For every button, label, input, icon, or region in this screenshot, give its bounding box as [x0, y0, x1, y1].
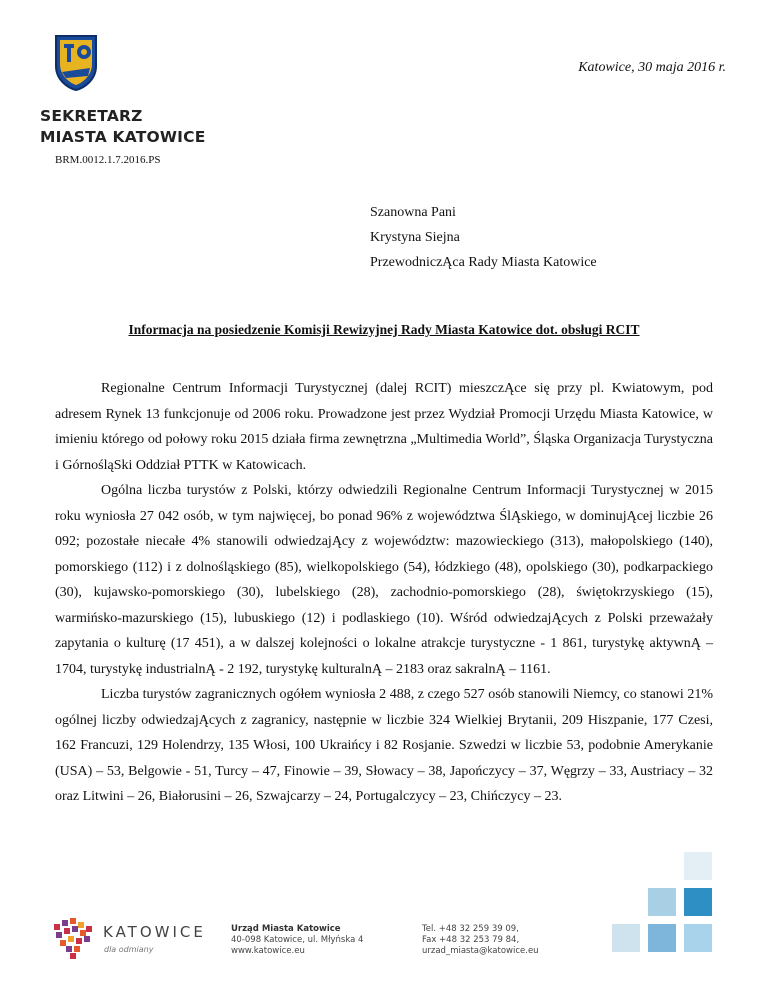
body-paragraph-3: Liczba turystów zagranicznych ogółem wyniosła 2 488, z czego 527 osób stanowili Niemcy, co stanowi 21% ogólnej liczby odwiedzajĄcych z zagranicy, następnie w liczbie 324 Wielkiej Brytanii, 209 Hiszpanie, 177 Czesi, 162 Francuzi, 129 Holendrzy, 135 Włosi, 100 Ukraińcy i 82 Rosjanie. Szwedzi w liczbie 53, podobnie Amerykanie (USA) – 53, Belgowie - 51, Turcy – 47, Finowie – 39, Słowacy – 38, Japończycy – 37, Węgrzy – 33, Austriacy – 32 oraz Litwini – 26, Białorusini – 26, Szwajcarzy – 24, Portugalczycy – 23, Chińczycy – 23.: [55, 687, 713, 804]
footer-contact-info: [422, 924, 539, 957]
footer-office-name: Urząd Miasta Katowice: [231, 924, 341, 934]
addressee-title: PrzewodniczĄca Rady Miasta Katowice: [370, 255, 597, 270]
addressee-salutation: Szanowna Pani: [370, 205, 456, 220]
department-line-2: MIASTA KATOWICE: [40, 128, 206, 146]
footer-office-address: 40-098 Katowice, ul. Młyńska 4: [231, 935, 364, 945]
footer-brand: KATOWICE: [103, 923, 206, 941]
letter-subject: Informacja na posiedzenie Komisji Rewizyjnej Rady Miasta Katowice dot. obsługi RCIT: [128, 322, 640, 337]
katowice-logo-icon: [52, 916, 96, 960]
footer-office-web[interactable]: www.katowice.eu: [231, 946, 305, 956]
addressee-name: Krystyna Siejna: [370, 230, 460, 245]
footer-tagline: dla odmiany: [104, 945, 154, 954]
body-paragraph-1: Regionalne Centrum Informacji Turystycznej (dalej RCIT) mieszczĄce się przy pl. Kwiatowym, pod adresem Rynek 13 funkcjonuje od 2006 roku. Prowadzone jest przez Wydział Promocji Urzędu Miasta Katowice, w imieniu którego od połowy roku 2015 działa firma zewnętrzna „Multimedia World”, Śląska Organizacja Turystyczna i GórnośląSki Oddział PTTK w Katowicach.: [55, 381, 713, 473]
reference-number: BRM.0012.1.7.2016.PS: [55, 154, 161, 166]
addressee-block: [370, 200, 597, 275]
footer-fax: Fax +48 32 253 79 84,: [422, 935, 520, 945]
footer-email[interactable]: urzad_miasta@katowice.eu: [422, 946, 539, 956]
decorative-squares-graphic: [586, 850, 726, 960]
letter-date: Katowice, 30 maja 2016 r.: [578, 60, 726, 75]
footer-office-info: [231, 924, 363, 957]
body-paragraph-2: Ogólna liczba turystów z Polski, którzy odwiedzili Regionalne Centrum Informacji Turystycznej w 2015 roku wyniosła 27 042 osób, w tym najwięcej, bo ponad 96% z województwa ŚlĄskiego, w dominujĄcej liczbie 26 092; pozostałe niecałe 4% stanowili odwiedzajĄcy z województw: mazowieckiego (313), małopolskiego (140), pomorskiego (112) i z dolnośląskiego (85), wielkopolskiego (54), łódzkiego (48), opolskiego (30), podkarpackiego (30), kujawsko-pomorskiego (30), lubelskiego (28), zachodnio-pomorskiego (28), świętokrzyskiego (15), warmińsko-mazurskiego (15), lubuskiego (12) i podlaskiego (10). Wśród odwiedzajĄcych z Polski przeważały zapytania o kulturę (17 451), a w dalszej kolejności o lokalne atrakcje turystyczne - 1 861, turystykę aktywnĄ – 1704, turystykę industrialnĄ - 2 192, turystykę kulturalnĄ – 2183 oraz sakralnĄ – 1161.: [55, 483, 713, 677]
department-line-1: SEKRETARZ: [40, 107, 143, 125]
department-heading: [40, 106, 206, 148]
letter-body: [55, 376, 713, 810]
city-crest-icon: [52, 32, 100, 92]
footer-tel: Tel. +48 32 259 39 09,: [422, 924, 519, 934]
